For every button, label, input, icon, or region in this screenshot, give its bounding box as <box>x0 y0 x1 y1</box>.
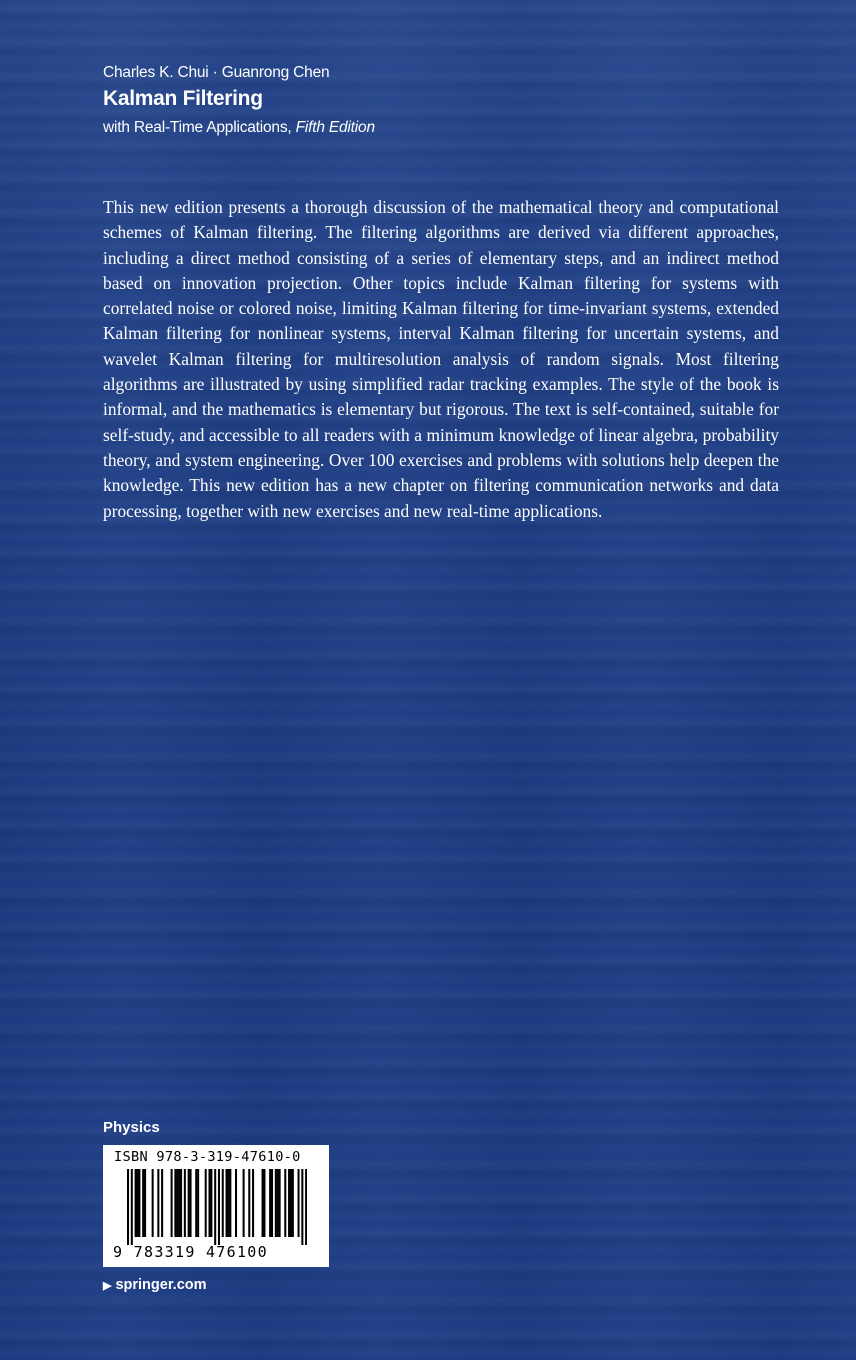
barcode-bar <box>290 1169 292 1237</box>
barcode-bar <box>275 1169 277 1237</box>
barcode-bar <box>188 1169 190 1237</box>
barcode-bars <box>127 1169 307 1245</box>
book-title: Kalman Filtering <box>103 87 263 110</box>
barcode-bar <box>161 1169 163 1237</box>
barcode-bar <box>180 1169 182 1237</box>
barcode-bar <box>210 1169 212 1237</box>
barcode-bar <box>284 1169 286 1237</box>
barcode-bar <box>171 1169 173 1237</box>
barcode-bar <box>229 1169 231 1237</box>
barcode-bar <box>235 1169 237 1237</box>
barcode-bar <box>292 1169 294 1237</box>
subject-category: Physics <box>103 1119 160 1136</box>
barcode-bar <box>252 1169 254 1237</box>
barcode-bar <box>214 1169 216 1245</box>
barcode-bar <box>178 1169 180 1237</box>
isbn-barcode <box>103 1145 329 1267</box>
barcode-bar <box>288 1169 290 1237</box>
barcode-bar <box>301 1169 303 1245</box>
barcode-bar <box>144 1169 146 1237</box>
barcode-bar <box>157 1169 159 1237</box>
barcode-bar <box>271 1169 273 1237</box>
isbn-label: ISBN 978-3-319-47610-0 <box>114 1149 301 1165</box>
barcode-bar <box>208 1169 210 1237</box>
barcode-bar <box>138 1169 140 1237</box>
barcode-bar <box>298 1169 300 1237</box>
right-triangle-icon: ▶ <box>103 1279 112 1292</box>
barcode-bar <box>176 1169 178 1237</box>
subtitle-main: with Real-Time Applications, <box>103 119 296 136</box>
barcode-bar <box>135 1169 137 1237</box>
ean-digits: 9 783319 476100 <box>113 1243 268 1261</box>
barcode-bar <box>218 1169 220 1245</box>
barcode-bar <box>197 1169 199 1237</box>
barcode-bar <box>305 1169 307 1245</box>
barcode-bar <box>222 1169 224 1237</box>
authors: Charles K. Chui · Guanrong Chen <box>103 64 330 81</box>
publisher-website[interactable] <box>103 1277 207 1293</box>
barcode-bar <box>131 1169 133 1245</box>
barcode-bar <box>269 1169 271 1237</box>
barcode-bar <box>248 1169 250 1237</box>
barcode-bar <box>226 1169 228 1237</box>
barcode-bar <box>136 1169 138 1237</box>
barcode-bar <box>190 1169 192 1237</box>
barcode-bar <box>184 1169 186 1237</box>
barcode-bar <box>195 1169 197 1237</box>
barcode-bar <box>279 1169 281 1237</box>
barcode-bar <box>205 1169 207 1237</box>
barcode-bar <box>127 1169 129 1245</box>
barcode-bar <box>243 1169 245 1237</box>
barcode-bar <box>152 1169 154 1237</box>
book-description: This new edition presents a thorough discussion of the mathematical theory and computational schemes of Kalman filtering. The filtering algorithms are derived via different approaches, including a direct method consisting of a series of elementary steps, and an indirect method based on innovation projection. Other topics include Kalman filtering for systems with correlated noise or colored noise, limiting Kalman filtering for time-invariant systems, extended Kalman filtering for nonlinear systems, interval Kalman filtering for uncertain systems, and wavelet Kalman filtering for multiresolution analysis of random signals. Most filtering algorithms are illustrated by using simplified radar tracking examples. The style of the book is informal, and the mathematics is elementary but rigorous. The text is self-contained, suitable for self-study, and accessible to all readers with a minimum knowledge of linear algebra, probability theory, and system engineering. Over 100 exercises and problems with solutions help deepen the knowledge. This new edition has a new chapter on filtering communication networks and data processing, together with new exercises and new real-time applications. <box>103 197 779 521</box>
barcode-bar <box>227 1169 229 1237</box>
barcode-bar <box>262 1169 264 1237</box>
barcode-bar <box>174 1169 176 1237</box>
edition-label: Fifth Edition <box>295 119 375 136</box>
website-label: springer.com <box>115 1277 207 1293</box>
cover-header <box>103 62 753 139</box>
book-subtitle <box>103 117 753 139</box>
barcode-bar <box>277 1169 279 1237</box>
barcode-bar <box>142 1169 144 1237</box>
barcode-bar <box>263 1169 265 1237</box>
